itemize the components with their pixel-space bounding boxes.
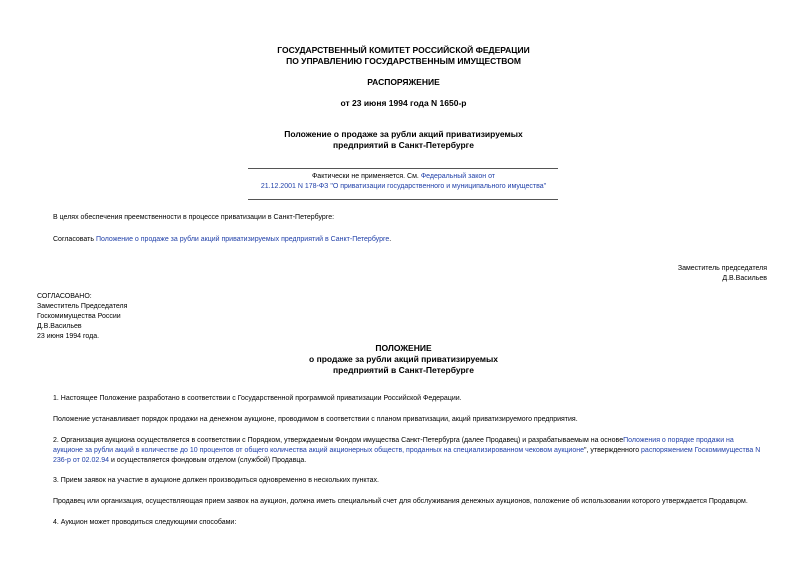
approval-date: 23 июня 1994 года. bbox=[37, 333, 100, 340]
regulation-subheading-line1: о продаже за рубли акций приватизируемых bbox=[309, 354, 498, 364]
notice-line2 bbox=[0, 182, 807, 192]
document-type: РАСПОРЯЖЕНИЕ bbox=[367, 77, 440, 87]
regulation-link[interactable]: Положение о продаже за рубли акций приватизируемых предприятий в Санкт-Петербурге bbox=[95, 236, 390, 243]
paragraph-6: 4. Аукцион может проводиться следующими способами: bbox=[53, 519, 237, 526]
approval-position: Заместитель Председателя bbox=[37, 303, 128, 310]
regulation-heading: ПОЛОЖЕНИЕ bbox=[375, 343, 432, 353]
approval-heading: СОГЛАСОВАНО: bbox=[37, 293, 92, 300]
intro-text: В целях обеспечения преемственности в процессе приватизации в Санкт-Петербурге: bbox=[53, 214, 335, 221]
paragraph-3-prefix: 2. Организация аукциона осуществляется в соответствии с Порядком, утверждаемым Фондом имущества Санкт-Петербурга (далее Продавец) и разрабатываемым на основе bbox=[53, 437, 624, 444]
paragraph-3 bbox=[53, 436, 765, 466]
signature-position: Заместитель председателя bbox=[677, 265, 767, 272]
auction-regulation-link-continued[interactable]: аукционе за рубли акций в количестве до 10 процентов от общего количества акций акционерных обществ, проданных на специализированном чековом аукционе bbox=[53, 447, 584, 454]
approval-block bbox=[37, 292, 127, 342]
paragraph-5: Продавец или организация, осуществляющая прием заявок на аукцион, должна иметь специальный счет для обслуживания денежных аукционов, положение об использовании которого утверждается Продавцом. bbox=[53, 498, 748, 505]
agree-paragraph bbox=[53, 235, 765, 245]
approval-name: Д.В.Васильев bbox=[37, 323, 82, 330]
regulation-subheading-line2: предприятий в Санкт-Петербурге bbox=[333, 365, 474, 375]
agree-suffix: . bbox=[389, 236, 392, 243]
order-link[interactable]: распоряжением Госкомимущества N bbox=[641, 447, 761, 454]
federal-law-link-continued[interactable]: 21.12.2001 N 178-ФЗ "О приватизации государственного и муниципального имущества" bbox=[260, 183, 547, 190]
approval-organization: Госкомимущества России bbox=[37, 313, 121, 320]
paragraph-3-suffix: и осуществляется фондовым отделом (службой) Продавца. bbox=[109, 457, 307, 464]
notice-line1 bbox=[0, 172, 807, 182]
committee-name-line2: ПО УПРАВЛЕНИЮ ГОСУДАРСТВЕННЫМ ИМУЩЕСТВОМ bbox=[286, 56, 521, 66]
paragraph-3-mid: ", утвержденного bbox=[584, 447, 642, 454]
document-date: от 23 июня 1994 года N 1650-р bbox=[340, 98, 467, 108]
signature-block bbox=[678, 264, 767, 284]
auction-regulation-link[interactable]: Положения о порядке продажи на bbox=[623, 437, 734, 444]
notice-prefix: Фактически не применяется. См. bbox=[311, 173, 421, 180]
federal-law-link[interactable]: Федеральный закон от bbox=[420, 173, 496, 180]
committee-name-line1: ГОСУДАРСТВЕННЫЙ КОМИТЕТ РОССИЙСКОЙ ФЕДЕРАЦИИ bbox=[277, 45, 530, 55]
document-title-line2: предприятий в Санкт-Петербурге bbox=[333, 140, 474, 150]
signature-name: Д.В.Васильев bbox=[722, 275, 767, 282]
agree-prefix: Согласовать bbox=[53, 236, 96, 243]
notice-top-divider bbox=[248, 168, 558, 169]
notice-bottom-divider bbox=[248, 199, 558, 200]
paragraph-2: Положение устанавливает порядок продажи на денежном аукционе, проводимом в соответствии с планом приватизации, акций приватизируемого предприятия. bbox=[53, 416, 578, 423]
order-link-continued[interactable]: 236-р от 02.02.94 bbox=[53, 457, 109, 464]
document-title-line1: Положение о продаже за рубли акций приватизируемых bbox=[284, 129, 523, 139]
paragraph-1: 1. Настоящее Положение разработано в соответствии с Государственной программой приватизации Российской Федерации. bbox=[53, 395, 462, 402]
paragraph-4: 3. Прием заявок на участие в аукционе должен производиться одновременно в нескольких пунктах. bbox=[53, 477, 379, 484]
